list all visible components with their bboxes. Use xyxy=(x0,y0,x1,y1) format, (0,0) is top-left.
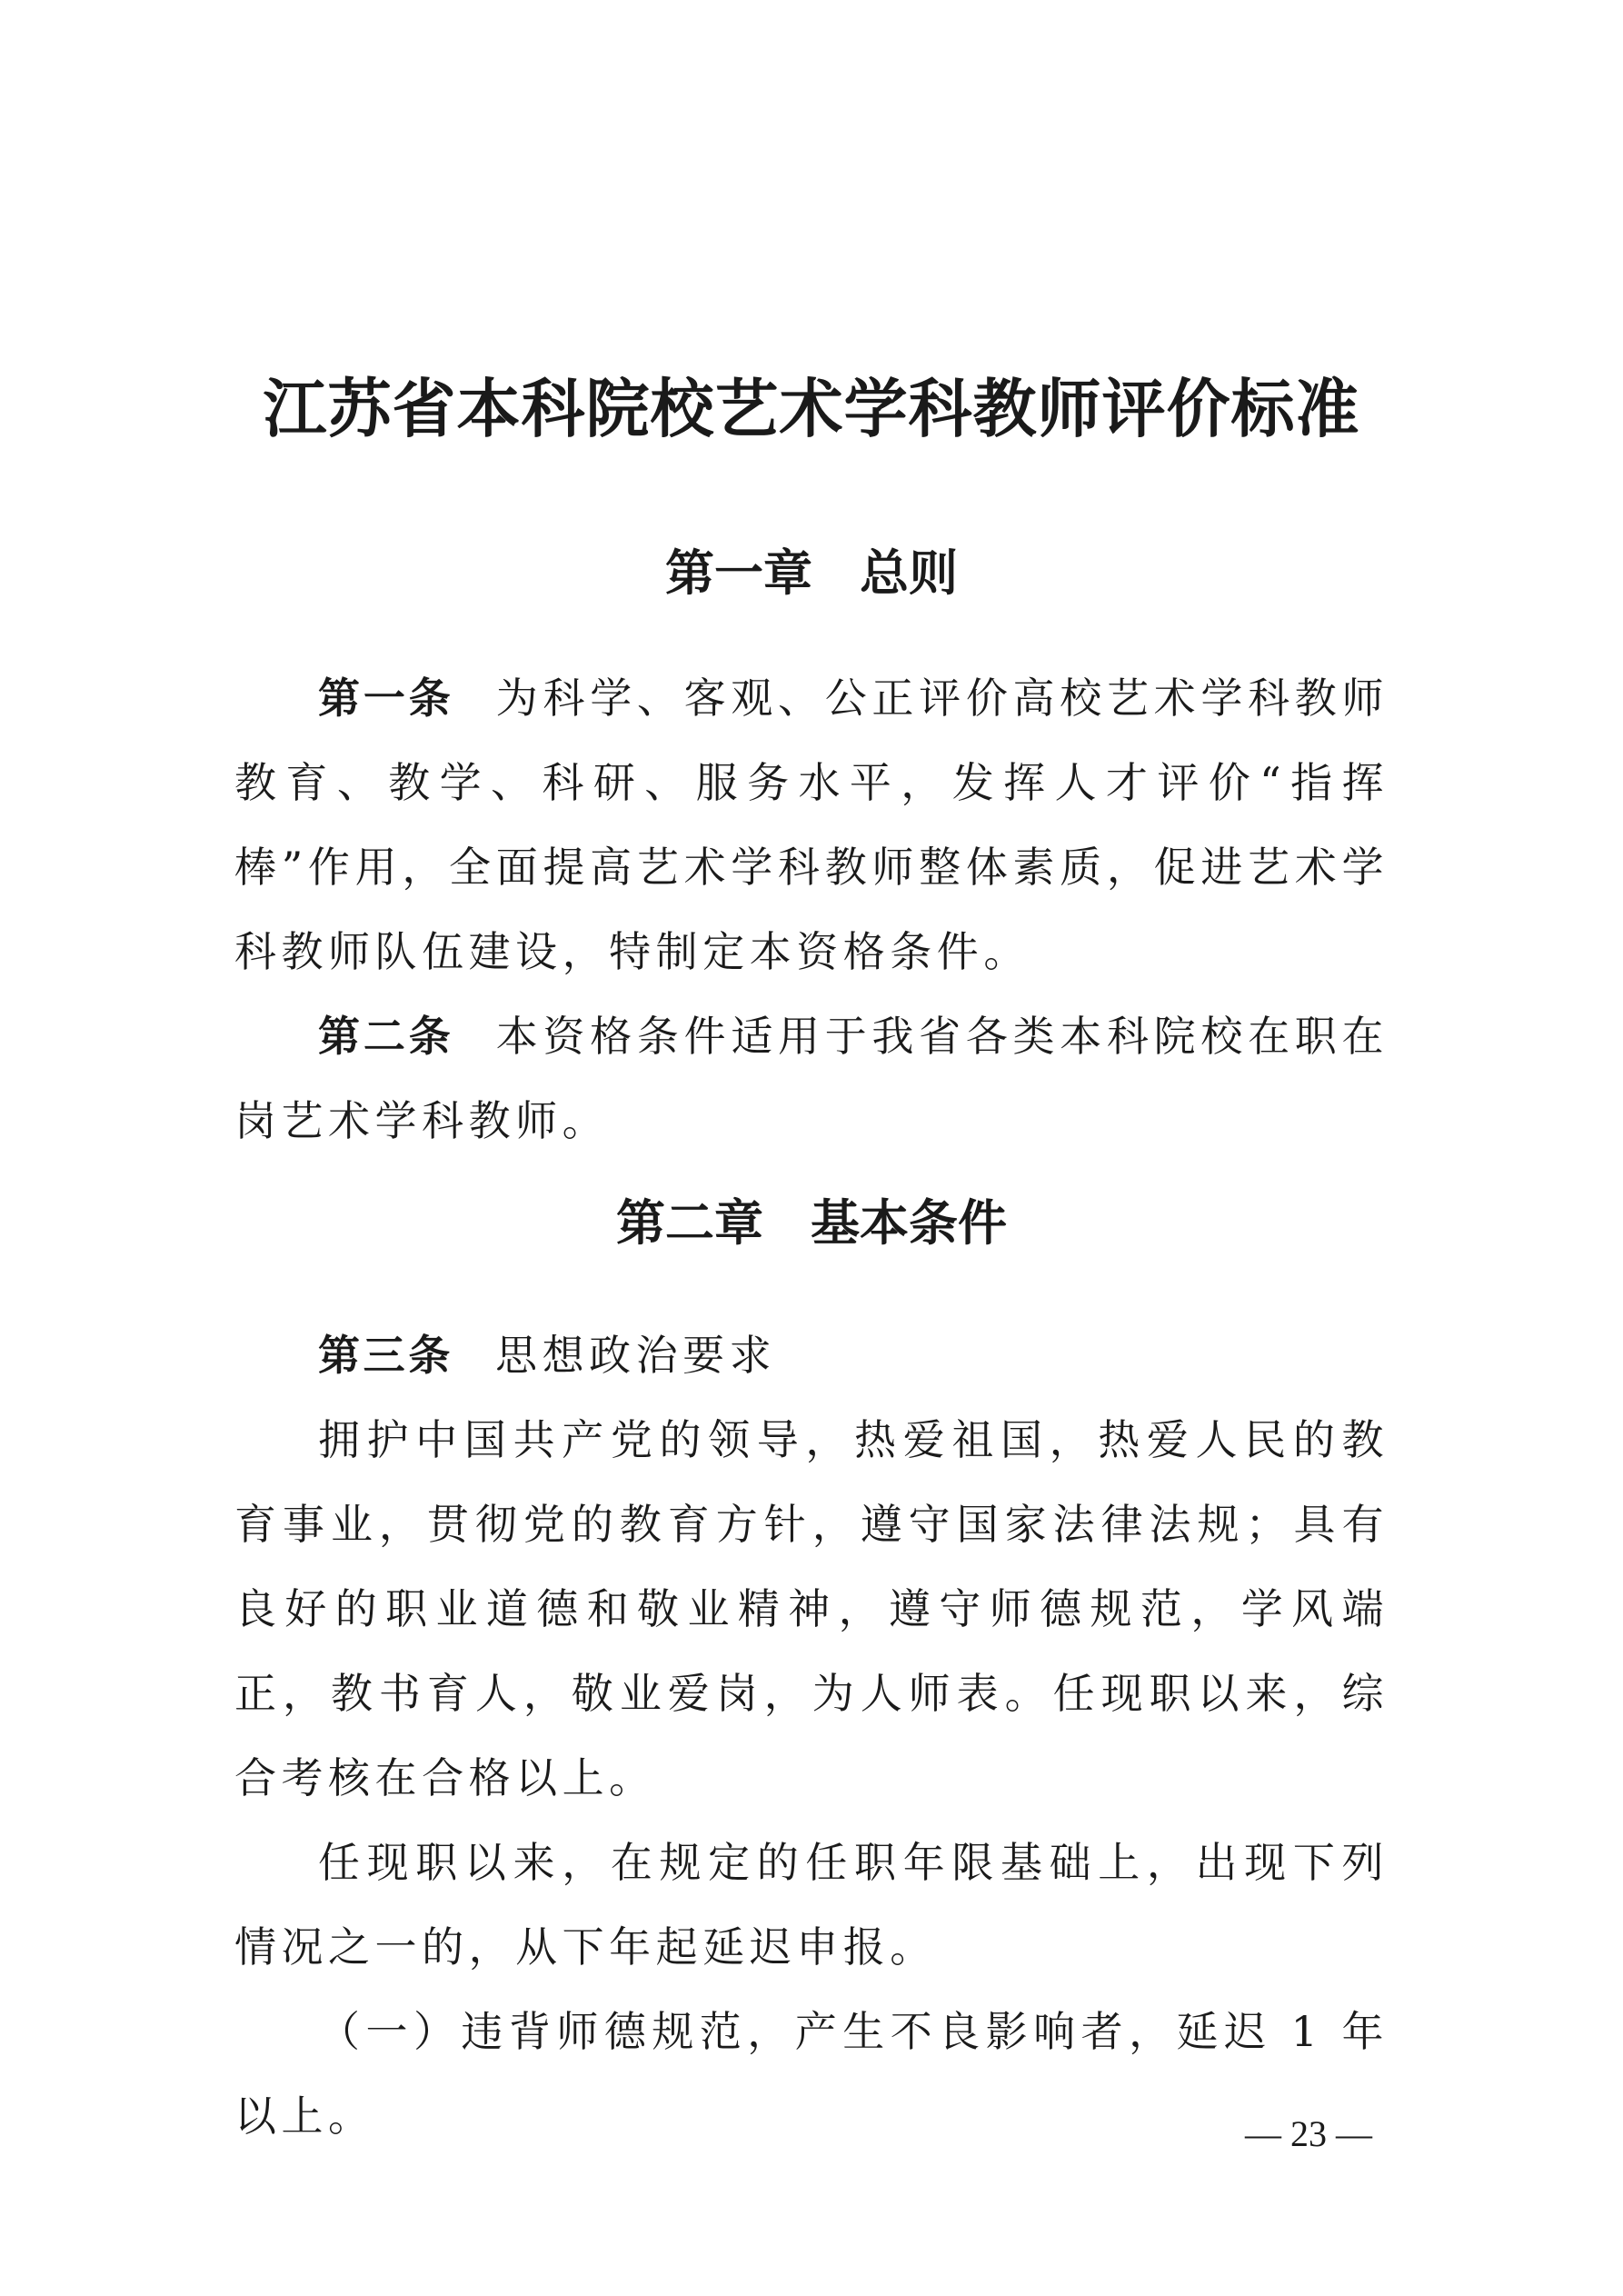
article-3 xyxy=(234,1313,1389,1398)
article-1-text: 为科学、客观、公正评价高校艺术学科教师教育、教学、科研、服务水平，发挥人才评价“指挥棒”作用，全面提高艺术学科教师整体素质，促进艺术学科教师队伍建设，特制定本资格条件。 xyxy=(234,674,1389,976)
chapter-1-heading xyxy=(0,536,1623,609)
article-2-text: 本资格条件适用于我省各类本科院校在职在岗艺术学科教师。 xyxy=(234,1012,1389,1145)
article-3-heading: 思想政治要求 xyxy=(495,1331,777,1380)
document-title: 江苏省本科院校艺术学科教师评价标准 xyxy=(263,371,1360,446)
chapter-2-number: 第二章 xyxy=(616,1193,763,1252)
chapter-1-name: 总则 xyxy=(860,544,958,602)
article-1-label: 第一条 xyxy=(318,674,454,723)
page-number-text: — 23 — xyxy=(1245,2113,1372,2154)
article-1 xyxy=(234,656,1389,994)
paragraph: 拥护中国共产党的领导，热爱祖国，热爱人民的教育事业，贯彻党的教育方针，遵守国家法律法规；具有良好的职业道德和敬业精神，遵守师德规范，学风端正，教书育人，敬业爱岗，为人师表。任现职以来，综合考核在合格以上。 xyxy=(234,1415,1389,1802)
article-3-label: 第三条 xyxy=(318,1331,454,1380)
list-item: （一）违背师德规范，产生不良影响者，延迟 1 年以上。 xyxy=(234,2007,1389,2141)
chapter-2-heading xyxy=(0,1186,1623,1259)
article-2-label: 第二条 xyxy=(318,1012,454,1061)
chapter-2-body xyxy=(234,1313,1389,2159)
article-2 xyxy=(234,994,1389,1163)
chapter-1-body xyxy=(234,656,1389,1163)
chapter-1-number: 第一章 xyxy=(665,544,812,602)
chapter-2-name: 基本条件 xyxy=(811,1193,1007,1252)
paragraph: 任现职以来，在规定的任职年限基础上，出现下列情况之一的，从下年起延迟申报。 xyxy=(234,1838,1389,1972)
